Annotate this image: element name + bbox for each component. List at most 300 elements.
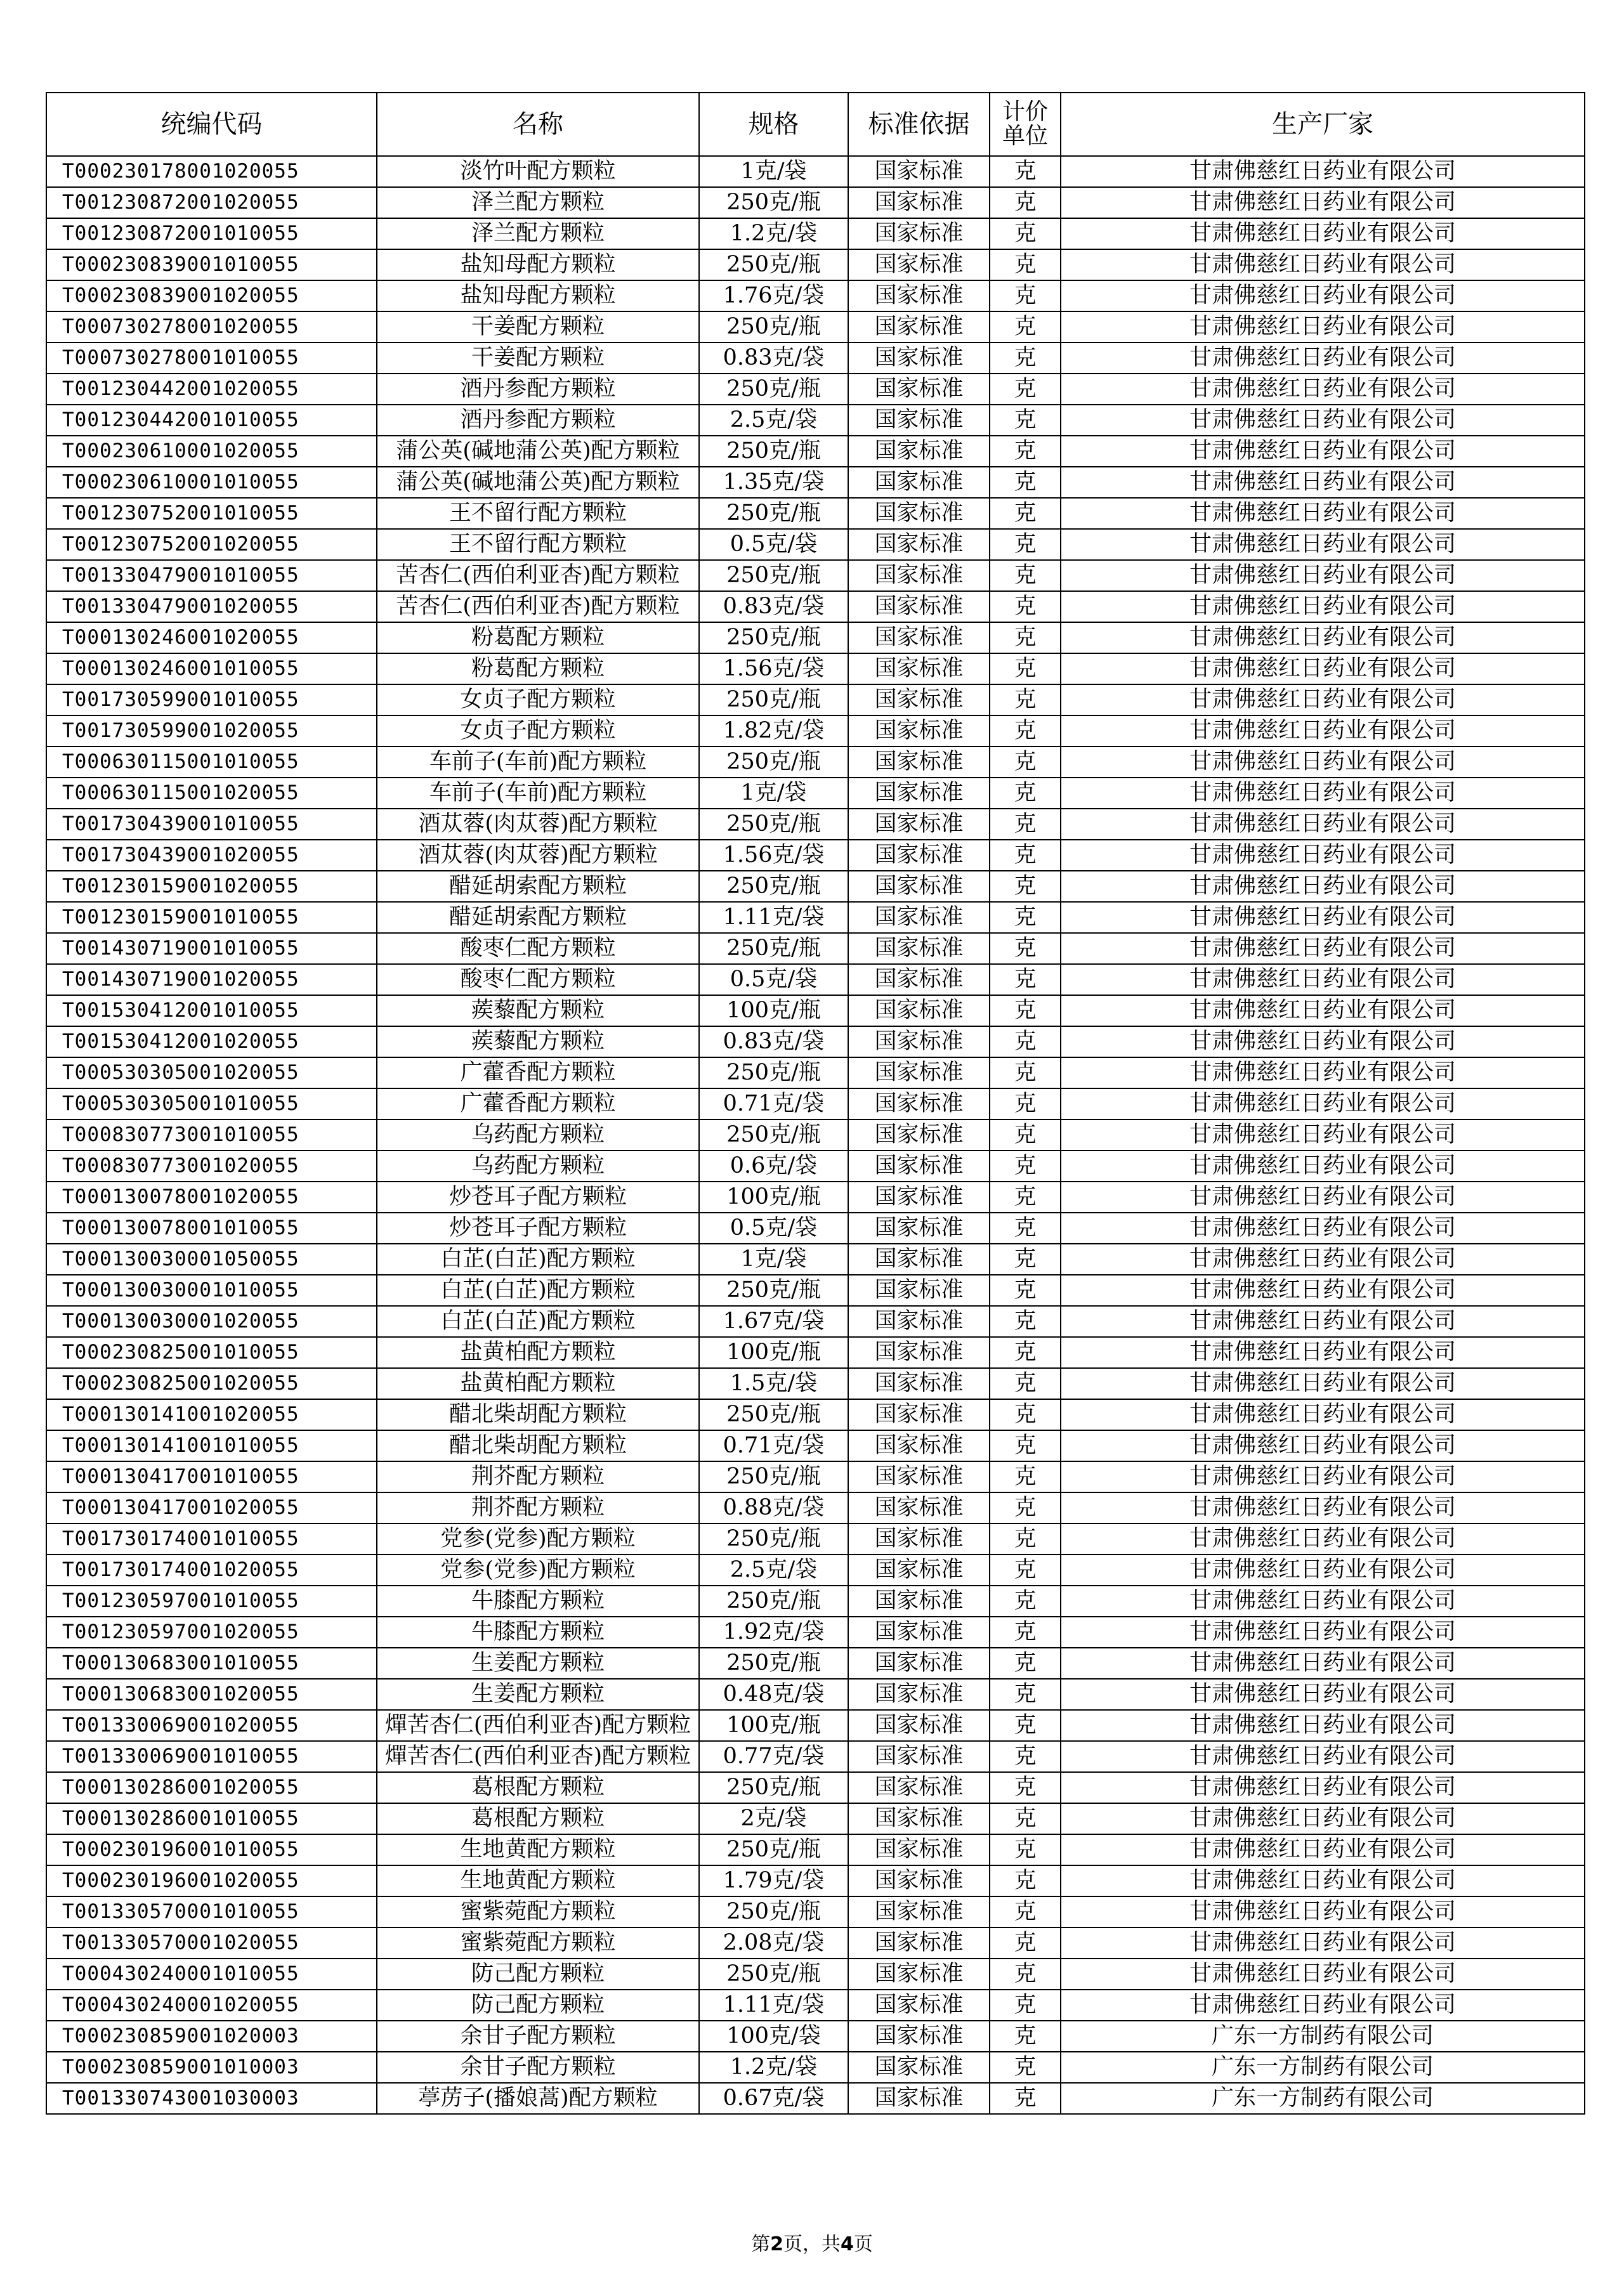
- table-row: [46, 156, 1585, 187]
- header-spec: 规格: [699, 93, 848, 156]
- table-row: [46, 374, 1585, 405]
- cell-unit: 克: [990, 1275, 1061, 1306]
- cell-spec: 0.5克/袋: [699, 529, 848, 560]
- cell-manufacturer: 甘肃佛慈红日药业有限公司: [1061, 622, 1585, 653]
- cell-spec: 1.11克/袋: [699, 1990, 848, 2021]
- cell-manufacturer: 甘肃佛慈红日药业有限公司: [1061, 342, 1585, 374]
- cell-manufacturer: 甘肃佛慈红日药业有限公司: [1061, 1399, 1585, 1430]
- table-row: [46, 1492, 1585, 1523]
- cell-unit: 克: [990, 1586, 1061, 1617]
- header-unit-line1: 计价: [1002, 99, 1048, 126]
- cell-name: 盐知母配方颗粒: [377, 280, 699, 311]
- table-row: [46, 1834, 1585, 1865]
- cell-standard: 国家标准: [848, 809, 990, 840]
- cell-code: T001430719001010055: [46, 933, 377, 964]
- cell-code: T000230859001020003: [46, 2021, 377, 2052]
- cell-unit: 克: [990, 1990, 1061, 2021]
- table-row: [46, 622, 1585, 653]
- cell-standard: 国家标准: [848, 1399, 990, 1430]
- cell-code: T000230178001020055: [46, 156, 377, 187]
- cell-unit: 克: [990, 1399, 1061, 1430]
- cell-spec: 0.83克/袋: [699, 342, 848, 374]
- cell-manufacturer: 甘肃佛慈红日药业有限公司: [1061, 1896, 1585, 1927]
- cell-name: 酒苁蓉(肉苁蓉)配方颗粒: [377, 840, 699, 871]
- cell-standard: 国家标准: [848, 622, 990, 653]
- cell-standard: 国家标准: [848, 1586, 990, 1617]
- cell-spec: 1克/袋: [699, 156, 848, 187]
- cell-unit: 克: [990, 1492, 1061, 1523]
- cell-name: 醋北柴胡配方颗粒: [377, 1430, 699, 1461]
- cell-spec: 1克/袋: [699, 778, 848, 809]
- cell-standard: 国家标准: [848, 715, 990, 747]
- cell-unit: 克: [990, 964, 1061, 995]
- cell-name: 牛膝配方颗粒: [377, 1617, 699, 1648]
- cell-code: T000230859001010003: [46, 2052, 377, 2083]
- cell-unit: 克: [990, 1648, 1061, 1679]
- cell-spec: 250克/瓶: [699, 1772, 848, 1803]
- cell-standard: 国家标准: [848, 995, 990, 1026]
- cell-manufacturer: 甘肃佛慈红日药业有限公司: [1061, 1927, 1585, 1959]
- table-row: [46, 2052, 1585, 2083]
- granule-catalog-table: [46, 92, 1585, 2115]
- cell-standard: 国家标准: [848, 1959, 990, 1990]
- cell-manufacturer: 甘肃佛慈红日药业有限公司: [1061, 467, 1585, 498]
- cell-spec: 1.67克/袋: [699, 1306, 848, 1337]
- cell-spec: 250克/瓶: [699, 187, 848, 218]
- cell-name: 酸枣仁配方颗粒: [377, 964, 699, 995]
- cell-manufacturer: 广东一方制药有限公司: [1061, 2021, 1585, 2052]
- cell-code: T000830773001010055: [46, 1119, 377, 1151]
- cell-manufacturer: 甘肃佛慈红日药业有限公司: [1061, 809, 1585, 840]
- cell-name: 炒苍耳子配方颗粒: [377, 1182, 699, 1213]
- cell-standard: 国家标准: [848, 374, 990, 405]
- cell-spec: 250克/瓶: [699, 871, 848, 902]
- cell-standard: 国家标准: [848, 1803, 990, 1834]
- table-row: [46, 1244, 1585, 1275]
- table-row: [46, 1865, 1585, 1896]
- table-row: [46, 1430, 1585, 1461]
- cell-unit: 克: [990, 1803, 1061, 1834]
- table-row: [46, 1399, 1585, 1430]
- table-row: [46, 1927, 1585, 1959]
- table-row: [46, 1679, 1585, 1710]
- cell-manufacturer: 甘肃佛慈红日药业有限公司: [1061, 591, 1585, 622]
- cell-name: 蜜紫菀配方颗粒: [377, 1927, 699, 1959]
- cell-spec: 250克/瓶: [699, 684, 848, 715]
- cell-code: T000130683001020055: [46, 1679, 377, 1710]
- cell-manufacturer: 甘肃佛慈红日药业有限公司: [1061, 933, 1585, 964]
- cell-standard: 国家标准: [848, 1306, 990, 1337]
- cell-code: T001730174001020055: [46, 1555, 377, 1586]
- cell-name: 盐黄柏配方颗粒: [377, 1337, 699, 1368]
- cell-name: 葛根配方颗粒: [377, 1803, 699, 1834]
- cell-manufacturer: 甘肃佛慈红日药业有限公司: [1061, 1182, 1585, 1213]
- cell-spec: 250克/瓶: [699, 1586, 848, 1617]
- cell-code: T001230159001020055: [46, 871, 377, 902]
- cell-unit: 克: [990, 2021, 1061, 2052]
- cell-manufacturer: 甘肃佛慈红日药业有限公司: [1061, 995, 1585, 1026]
- header-manufacturer: 生产厂家: [1061, 93, 1585, 156]
- cell-spec: 0.77克/袋: [699, 1741, 848, 1772]
- cell-unit: 克: [990, 840, 1061, 871]
- table-row: [46, 187, 1585, 218]
- cell-unit: 克: [990, 684, 1061, 715]
- cell-manufacturer: 甘肃佛慈红日药业有限公司: [1061, 1026, 1585, 1057]
- cell-spec: 1克/袋: [699, 1244, 848, 1275]
- table-row: [46, 1275, 1585, 1306]
- cell-manufacturer: 甘肃佛慈红日药业有限公司: [1061, 1430, 1585, 1461]
- cell-spec: 1.82克/袋: [699, 715, 848, 747]
- cell-code: T000130078001020055: [46, 1182, 377, 1213]
- cell-code: T001330479001020055: [46, 591, 377, 622]
- table-row: [46, 809, 1585, 840]
- cell-unit: 克: [990, 1834, 1061, 1865]
- cell-spec: 250克/瓶: [699, 1057, 848, 1088]
- table-row: [46, 1617, 1585, 1648]
- cell-name: 广藿香配方颗粒: [377, 1057, 699, 1088]
- cell-name: 乌药配方颗粒: [377, 1151, 699, 1182]
- cell-spec: 250克/瓶: [699, 933, 848, 964]
- cell-name: 余甘子配方颗粒: [377, 2021, 699, 2052]
- cell-standard: 国家标准: [848, 1834, 990, 1865]
- cell-manufacturer: 甘肃佛慈红日药业有限公司: [1061, 684, 1585, 715]
- cell-code: T000830773001020055: [46, 1151, 377, 1182]
- cell-unit: 克: [990, 1057, 1061, 1088]
- cell-name: 醋北柴胡配方颗粒: [377, 1399, 699, 1430]
- table-row: [46, 249, 1585, 280]
- cell-unit: 克: [990, 1461, 1061, 1492]
- cell-name: 蒺藜配方颗粒: [377, 995, 699, 1026]
- cell-manufacturer: 甘肃佛慈红日药业有限公司: [1061, 1710, 1585, 1741]
- cell-unit: 克: [990, 498, 1061, 529]
- table-row: [46, 995, 1585, 1026]
- cell-code: T000130030001010055: [46, 1275, 377, 1306]
- cell-manufacturer: 甘肃佛慈红日药业有限公司: [1061, 1523, 1585, 1555]
- table-row: [46, 1896, 1585, 1927]
- table-row: [46, 467, 1585, 498]
- cell-code: T000230610001020055: [46, 436, 377, 467]
- cell-unit: 克: [990, 1710, 1061, 1741]
- cell-unit: 克: [990, 467, 1061, 498]
- cell-name: 女贞子配方颗粒: [377, 684, 699, 715]
- cell-standard: 国家标准: [848, 747, 990, 778]
- cell-manufacturer: 甘肃佛慈红日药业有限公司: [1061, 156, 1585, 187]
- table-row: [46, 1741, 1585, 1772]
- footer-prefix: 第: [751, 2233, 771, 2255]
- cell-unit: 克: [990, 1896, 1061, 1927]
- table-row: [46, 560, 1585, 591]
- table-row: [46, 684, 1585, 715]
- cell-standard: 国家标准: [848, 1244, 990, 1275]
- cell-unit: 克: [990, 1523, 1061, 1555]
- cell-code: T000130417001010055: [46, 1461, 377, 1492]
- cell-code: T000230839001020055: [46, 280, 377, 311]
- cell-code: T001330479001010055: [46, 560, 377, 591]
- cell-name: 生姜配方颗粒: [377, 1679, 699, 1710]
- cell-manufacturer: 甘肃佛慈红日药业有限公司: [1061, 280, 1585, 311]
- cell-name: 白芷(白芷)配方颗粒: [377, 1275, 699, 1306]
- cell-code: T001730174001010055: [46, 1523, 377, 1555]
- cell-code: T000130246001020055: [46, 622, 377, 653]
- cell-standard: 国家标准: [848, 1772, 990, 1803]
- cell-standard: 国家标准: [848, 218, 990, 249]
- cell-standard: 国家标准: [848, 1865, 990, 1896]
- cell-code: T000630115001020055: [46, 778, 377, 809]
- cell-code: T000130286001020055: [46, 1772, 377, 1803]
- cell-unit: 克: [990, 1555, 1061, 1586]
- cell-code: T000130030001020055: [46, 1306, 377, 1337]
- cell-manufacturer: 甘肃佛慈红日药业有限公司: [1061, 436, 1585, 467]
- cell-code: T000130030001050055: [46, 1244, 377, 1275]
- cell-spec: 0.48克/袋: [699, 1679, 848, 1710]
- cell-standard: 国家标准: [848, 2021, 990, 2052]
- cell-spec: 0.5克/袋: [699, 1213, 848, 1244]
- cell-code: T000230196001020055: [46, 1865, 377, 1896]
- cell-spec: 0.6克/袋: [699, 1151, 848, 1182]
- cell-manufacturer: 甘肃佛慈红日药业有限公司: [1061, 1772, 1585, 1803]
- table-row: [46, 1151, 1585, 1182]
- table-body: [46, 156, 1585, 2114]
- table-row: [46, 715, 1585, 747]
- table-row: [46, 1088, 1585, 1119]
- cell-code: T000130141001020055: [46, 1399, 377, 1430]
- table-row: [46, 902, 1585, 933]
- cell-standard: 国家标准: [848, 1368, 990, 1399]
- cell-code: T001230752001010055: [46, 498, 377, 529]
- cell-spec: 250克/瓶: [699, 560, 848, 591]
- cell-manufacturer: 甘肃佛慈红日药业有限公司: [1061, 902, 1585, 933]
- cell-code: T001330069001010055: [46, 1741, 377, 1772]
- cell-name: 党参(党参)配方颗粒: [377, 1555, 699, 1586]
- cell-spec: 100克/瓶: [699, 1337, 848, 1368]
- cell-standard: 国家标准: [848, 1741, 990, 1772]
- cell-spec: 250克/瓶: [699, 1834, 848, 1865]
- cell-manufacturer: 甘肃佛慈红日药业有限公司: [1061, 1119, 1585, 1151]
- footer-total-pages: 4: [841, 2233, 854, 2255]
- cell-standard: 国家标准: [848, 1430, 990, 1461]
- cell-manufacturer: 甘肃佛慈红日药业有限公司: [1061, 1834, 1585, 1865]
- cell-code: T001230442001020055: [46, 374, 377, 405]
- page-footer: [0, 2228, 1624, 2256]
- cell-name: 广藿香配方颗粒: [377, 1088, 699, 1119]
- cell-code: T000230196001010055: [46, 1834, 377, 1865]
- cell-manufacturer: 甘肃佛慈红日药业有限公司: [1061, 498, 1585, 529]
- cell-manufacturer: 甘肃佛慈红日药业有限公司: [1061, 1586, 1585, 1617]
- cell-manufacturer: 甘肃佛慈红日药业有限公司: [1061, 218, 1585, 249]
- cell-spec: 250克/瓶: [699, 1896, 848, 1927]
- cell-name: 粉葛配方颗粒: [377, 653, 699, 684]
- cell-unit: 克: [990, 218, 1061, 249]
- cell-code: T000230825001020055: [46, 1368, 377, 1399]
- cell-unit: 克: [990, 1959, 1061, 1990]
- footer-suffix: 页: [853, 2233, 873, 2255]
- cell-standard: 国家标准: [848, 684, 990, 715]
- table-row: [46, 218, 1585, 249]
- header-unit: [990, 93, 1061, 156]
- cell-standard: 国家标准: [848, 249, 990, 280]
- cell-standard: 国家标准: [848, 1492, 990, 1523]
- cell-standard: 国家标准: [848, 1119, 990, 1151]
- cell-name: 泽兰配方颗粒: [377, 218, 699, 249]
- cell-code: T000730278001020055: [46, 311, 377, 342]
- cell-name: 乌药配方颗粒: [377, 1119, 699, 1151]
- cell-spec: 250克/瓶: [699, 809, 848, 840]
- cell-standard: 国家标准: [848, 653, 990, 684]
- table-row: [46, 1026, 1585, 1057]
- cell-spec: 0.83克/袋: [699, 1026, 848, 1057]
- cell-code: T000630115001010055: [46, 747, 377, 778]
- cell-unit: 克: [990, 1430, 1061, 1461]
- table-row: [46, 498, 1585, 529]
- price-table-sheet: [46, 92, 1584, 2115]
- cell-manufacturer: 甘肃佛慈红日药业有限公司: [1061, 1275, 1585, 1306]
- cell-unit: 克: [990, 1679, 1061, 1710]
- cell-unit: 克: [990, 1026, 1061, 1057]
- cell-manufacturer: 甘肃佛慈红日药业有限公司: [1061, 1555, 1585, 1586]
- cell-standard: 国家标准: [848, 1617, 990, 1648]
- table-row: [46, 1461, 1585, 1492]
- cell-name: 防己配方颗粒: [377, 1959, 699, 1990]
- cell-name: 酒丹参配方颗粒: [377, 405, 699, 436]
- cell-code: T001330069001020055: [46, 1710, 377, 1741]
- cell-code: T000730278001010055: [46, 342, 377, 374]
- cell-spec: 250克/瓶: [699, 622, 848, 653]
- table-row: [46, 591, 1585, 622]
- header-unit-line2: 单位: [1002, 123, 1048, 149]
- cell-spec: 1.5克/袋: [699, 1368, 848, 1399]
- cell-name: 盐知母配方颗粒: [377, 249, 699, 280]
- cell-name: 余甘子配方颗粒: [377, 2052, 699, 2083]
- cell-manufacturer: 甘肃佛慈红日药业有限公司: [1061, 1306, 1585, 1337]
- cell-code: T001230159001010055: [46, 902, 377, 933]
- cell-code: T001230872001010055: [46, 218, 377, 249]
- cell-standard: 国家标准: [848, 1182, 990, 1213]
- cell-manufacturer: 甘肃佛慈红日药业有限公司: [1061, 187, 1585, 218]
- table-row: [46, 1555, 1585, 1586]
- cell-code: T001530412001020055: [46, 1026, 377, 1057]
- cell-manufacturer: 甘肃佛慈红日药业有限公司: [1061, 529, 1585, 560]
- cell-unit: 克: [990, 1741, 1061, 1772]
- cell-code: T001730599001020055: [46, 715, 377, 747]
- table-row: [46, 1803, 1585, 1834]
- cell-name: 车前子(车前)配方颗粒: [377, 778, 699, 809]
- cell-manufacturer: 甘肃佛慈红日药业有限公司: [1061, 1617, 1585, 1648]
- cell-standard: 国家标准: [848, 156, 990, 187]
- cell-name: 生地黄配方颗粒: [377, 1834, 699, 1865]
- cell-unit: 克: [990, 1151, 1061, 1182]
- cell-unit: 克: [990, 529, 1061, 560]
- cell-unit: 克: [990, 405, 1061, 436]
- cell-manufacturer: 甘肃佛慈红日药业有限公司: [1061, 1461, 1585, 1492]
- cell-unit: 克: [990, 622, 1061, 653]
- cell-unit: 克: [990, 374, 1061, 405]
- table-row: [46, 342, 1585, 374]
- cell-unit: 克: [990, 1617, 1061, 1648]
- header-standard: 标准依据: [848, 93, 990, 156]
- table-row: [46, 1772, 1585, 1803]
- cell-name: 葛根配方颗粒: [377, 1772, 699, 1803]
- cell-unit: 克: [990, 1088, 1061, 1119]
- cell-manufacturer: 甘肃佛慈红日药业有限公司: [1061, 1368, 1585, 1399]
- cell-spec: 250克/瓶: [699, 1399, 848, 1430]
- cell-unit: 克: [990, 1865, 1061, 1896]
- cell-name: 防己配方颗粒: [377, 1990, 699, 2021]
- cell-code: T000230610001010055: [46, 467, 377, 498]
- cell-unit: 克: [990, 995, 1061, 1026]
- cell-unit: 克: [990, 2083, 1061, 2114]
- cell-code: T000430240001010055: [46, 1959, 377, 1990]
- cell-unit: 克: [990, 1306, 1061, 1337]
- cell-standard: 国家标准: [848, 1555, 990, 1586]
- cell-unit: 克: [990, 2052, 1061, 2083]
- cell-code: T001230597001010055: [46, 1586, 377, 1617]
- cell-manufacturer: 甘肃佛慈红日药业有限公司: [1061, 747, 1585, 778]
- cell-unit: 克: [990, 156, 1061, 187]
- cell-spec: 0.71克/袋: [699, 1088, 848, 1119]
- cell-code: T000430240001020055: [46, 1990, 377, 2021]
- cell-name: 醋延胡索配方颗粒: [377, 871, 699, 902]
- cell-name: 生地黄配方颗粒: [377, 1865, 699, 1896]
- cell-spec: 250克/瓶: [699, 436, 848, 467]
- cell-standard: 国家标准: [848, 1461, 990, 1492]
- cell-name: 酸枣仁配方颗粒: [377, 933, 699, 964]
- cell-spec: 250克/瓶: [699, 249, 848, 280]
- cell-manufacturer: 甘肃佛慈红日药业有限公司: [1061, 1057, 1585, 1088]
- cell-standard: 国家标准: [848, 871, 990, 902]
- cell-unit: 克: [990, 311, 1061, 342]
- cell-standard: 国家标准: [848, 840, 990, 871]
- cell-manufacturer: 甘肃佛慈红日药业有限公司: [1061, 1803, 1585, 1834]
- cell-name: 燀苦杏仁(西伯利亚杏)配方颗粒: [377, 1710, 699, 1741]
- table-row: [46, 1182, 1585, 1213]
- cell-code: T000130417001020055: [46, 1492, 377, 1523]
- table-header-row: [46, 93, 1585, 156]
- cell-spec: 250克/瓶: [699, 311, 848, 342]
- cell-unit: 克: [990, 342, 1061, 374]
- cell-manufacturer: 甘肃佛慈红日药业有限公司: [1061, 1213, 1585, 1244]
- cell-name: 牛膝配方颗粒: [377, 1586, 699, 1617]
- cell-standard: 国家标准: [848, 1151, 990, 1182]
- cell-standard: 国家标准: [848, 933, 990, 964]
- cell-code: T000530305001010055: [46, 1088, 377, 1119]
- cell-manufacturer: 甘肃佛慈红日药业有限公司: [1061, 1959, 1585, 1990]
- cell-unit: 克: [990, 249, 1061, 280]
- cell-name: 酒丹参配方颗粒: [377, 374, 699, 405]
- table-row: [46, 964, 1585, 995]
- cell-code: T001730439001010055: [46, 809, 377, 840]
- table-row: [46, 1213, 1585, 1244]
- cell-spec: 1.2克/袋: [699, 2052, 848, 2083]
- cell-name: 苦杏仁(西伯利亚杏)配方颗粒: [377, 560, 699, 591]
- cell-standard: 国家标准: [848, 1927, 990, 1959]
- table-row: [46, 1306, 1585, 1337]
- cell-name: 干姜配方颗粒: [377, 311, 699, 342]
- cell-spec: 0.83克/袋: [699, 591, 848, 622]
- cell-spec: 100克/瓶: [699, 995, 848, 1026]
- table-row: [46, 436, 1585, 467]
- table-row: [46, 1057, 1585, 1088]
- table-row: [46, 280, 1585, 311]
- cell-name: 燀苦杏仁(西伯利亚杏)配方颗粒: [377, 1741, 699, 1772]
- cell-code: T000530305001020055: [46, 1057, 377, 1088]
- cell-name: 党参(党参)配方颗粒: [377, 1523, 699, 1555]
- cell-name: 王不留行配方颗粒: [377, 498, 699, 529]
- table-row: [46, 1586, 1585, 1617]
- cell-spec: 0.71克/袋: [699, 1430, 848, 1461]
- cell-code: T001230597001020055: [46, 1617, 377, 1648]
- cell-spec: 1.11克/袋: [699, 902, 848, 933]
- cell-standard: 国家标准: [848, 1896, 990, 1927]
